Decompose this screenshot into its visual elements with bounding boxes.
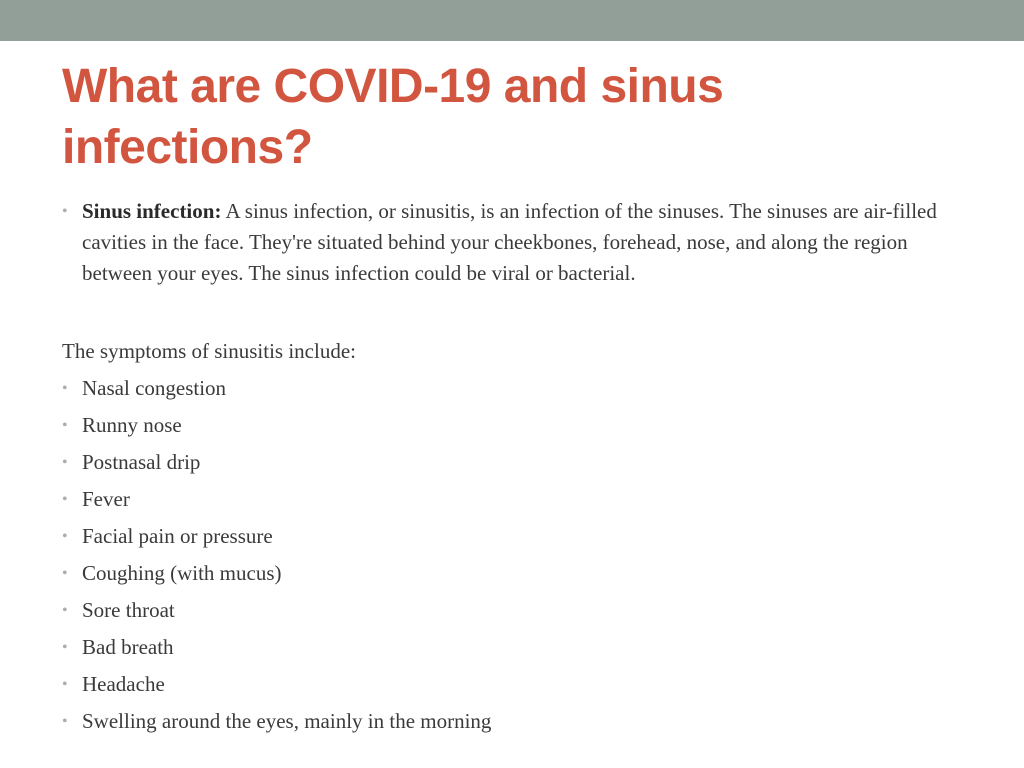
symptom-label: Postnasal drip <box>82 450 201 474</box>
list-item <box>62 629 962 666</box>
symptom-label: Bad breath <box>82 635 174 659</box>
bullet-icon: • <box>62 528 68 545</box>
list-item <box>62 666 962 703</box>
bullet-icon: • <box>62 380 68 397</box>
symptoms-lead: The symptoms of sinusitis include: <box>62 339 356 363</box>
list-item <box>62 444 962 481</box>
slide-header-bar <box>0 0 1024 41</box>
bullet-icon: • <box>62 639 68 656</box>
bullet-icon: • <box>62 713 68 730</box>
symptom-list <box>62 370 962 740</box>
bullet-icon: • <box>62 454 68 471</box>
list-item <box>62 555 962 592</box>
bullet-icon: • <box>62 491 68 508</box>
symptom-label: Nasal congestion <box>82 376 227 400</box>
bullet-icon: • <box>62 565 68 582</box>
symptom-label: Runny nose <box>82 413 182 437</box>
intro-text: A sinus infection, or sinusitis, is an infection of the sinuses. The sinuses are air-filled cavities in the face. They're situated behind your cheekbones, forehead, nose, and along the region between your eyes. The sinus infection could be viral or bacterial. <box>82 199 937 285</box>
symptom-label: Coughing (with mucus) <box>82 561 282 585</box>
symptom-label: Fever <box>82 487 130 511</box>
list-item <box>62 481 962 518</box>
list-item <box>62 370 962 407</box>
bullet-icon: • <box>62 676 68 693</box>
list-item <box>62 518 962 555</box>
intro-term: Sinus infection: <box>82 199 222 223</box>
symptom-label: Sore throat <box>82 598 175 622</box>
slide-title: What are COVID-19 and sinus infections? <box>62 60 724 174</box>
symptom-label: Headache <box>82 672 165 696</box>
slide-body <box>62 196 962 740</box>
intro-bullet <box>62 196 962 289</box>
bullet-icon: • <box>62 203 68 220</box>
bullet-icon: • <box>62 417 68 434</box>
list-item <box>62 407 962 444</box>
list-item <box>62 592 962 629</box>
symptom-label: Swelling around the eyes, mainly in the morning <box>82 709 492 733</box>
symptom-label: Facial pain or pressure <box>82 524 273 548</box>
list-item <box>62 703 962 740</box>
bullet-icon: • <box>62 602 68 619</box>
